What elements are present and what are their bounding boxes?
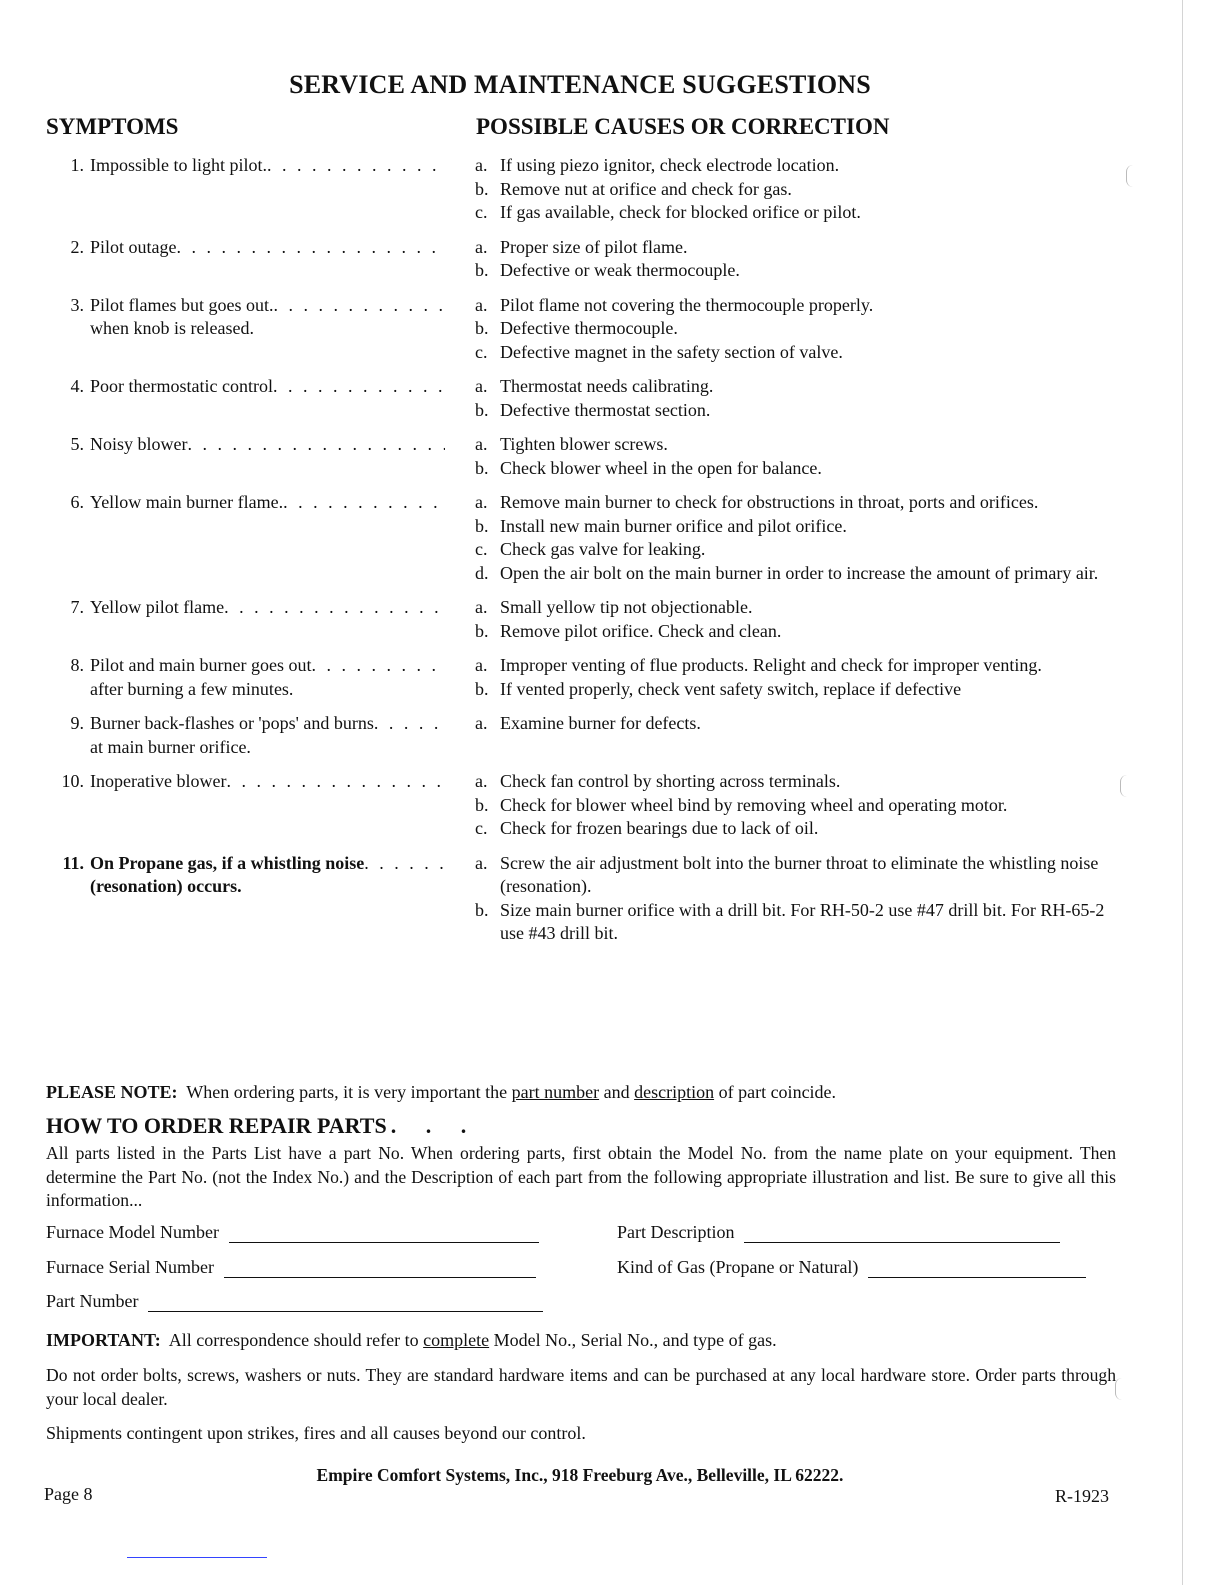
troubleshooting-row: [0, 154, 1160, 225]
cause-item: [475, 294, 1115, 318]
cause-text: Open the air bolt on the main burner in order to increase the amount of primary air.: [500, 562, 1099, 583]
symptom-text: Yellow main burner flame.: [90, 492, 284, 512]
cause-letter: b.: [475, 620, 489, 641]
causes-cell: [475, 712, 1115, 759]
part-number-label: Part Number: [46, 1291, 139, 1311]
important-label: IMPORTANT:: [46, 1330, 161, 1350]
symptom-text: Poor thermostatic control: [90, 376, 273, 396]
dot-leader: [188, 433, 446, 457]
cause-letter: a.: [475, 236, 488, 257]
row-gap: [0, 643, 1160, 654]
important-underline-complete: complete: [423, 1330, 490, 1350]
symptom-number: 8.: [70, 655, 84, 675]
cause-letter: a.: [475, 852, 488, 873]
symptom-cell: [0, 294, 475, 365]
cause-text: Improper venting of flue products. Relight and check for improper venting.: [500, 655, 1042, 675]
important-note: [46, 1329, 1116, 1353]
symptom-number: 3.: [70, 294, 84, 315]
cause-text: Proper size of pilot flame.: [500, 236, 688, 257]
symptom-cell: [0, 154, 475, 225]
cause-letter: b.: [475, 260, 489, 280]
cause-letter: a.: [475, 771, 488, 791]
cause-text: Check gas valve for leaking.: [500, 539, 706, 559]
causes-cell: [475, 491, 1115, 585]
cause-item: [475, 399, 1115, 423]
cause-letter: b.: [475, 899, 489, 920]
causes-cell: [475, 596, 1115, 643]
row-gap: [0, 841, 1160, 852]
troubleshooting-row: [0, 712, 1160, 759]
cause-text: Check for blower wheel bind by removing wheel and operating motor.: [500, 794, 1008, 815]
symptom-number: 1.: [70, 155, 84, 175]
cause-text: Remove pilot orifice. Check and clean.: [500, 620, 782, 641]
row-gap: [0, 225, 1160, 236]
page-number: Page 8: [44, 1484, 93, 1504]
symptom-cell: [0, 596, 475, 643]
cause-letter: a.: [475, 713, 488, 733]
troubleshooting-row: [0, 770, 1160, 841]
troubleshooting-row: [0, 654, 1160, 701]
cause-letter: a.: [475, 492, 488, 512]
cause-letter: a.: [475, 376, 488, 396]
symptom-number: 5.: [70, 434, 84, 454]
please-note-text: and: [603, 1082, 630, 1102]
dot-leader: [177, 236, 446, 260]
cause-text: Install new main burner orifice and pilot orifice.: [500, 515, 847, 536]
symptom-cell: [0, 491, 475, 585]
kind-of-gas-blank: [868, 1259, 1086, 1278]
dot-leader: [273, 375, 445, 399]
cause-text: Small yellow tip not objectionable.: [500, 597, 753, 617]
cause-letter: b.: [475, 399, 489, 420]
part-number-blank: [148, 1293, 543, 1312]
shipments-note: Shipments contingent upon strikes, fires and all causes beyond our control.: [46, 1423, 586, 1443]
troubleshooting-row: [0, 433, 1160, 480]
cause-item: [475, 712, 1115, 736]
furnace-serial-field: [46, 1257, 536, 1278]
cause-item: [475, 899, 1115, 946]
symptoms-heading: SYMPTOMS: [46, 114, 179, 139]
part-number-field: [46, 1291, 543, 1312]
important-text: All correspondence should refer to: [168, 1330, 419, 1350]
cause-letter: d.: [475, 562, 489, 583]
causes-cell: [475, 770, 1115, 841]
please-note-underline-description: description: [634, 1082, 715, 1102]
how-to-order-title: HOW TO ORDER REPAIR PARTS: [46, 1113, 387, 1138]
cause-item: [475, 178, 1115, 202]
cause-item: [475, 538, 1115, 562]
symptom-text: Noisy blower: [90, 434, 188, 454]
troubleshooting-row: [0, 294, 1160, 365]
please-note-label: PLEASE NOTE:: [46, 1082, 178, 1102]
cause-item: [475, 596, 1115, 620]
cause-item: [475, 515, 1115, 539]
symptom-number: 9.: [70, 713, 84, 733]
cause-item: [475, 491, 1115, 515]
row-gap: [0, 759, 1160, 770]
cause-item: [475, 317, 1115, 341]
cause-item: [475, 770, 1115, 794]
cause-text: If vented properly, check vent safety switch, replace if defective: [500, 678, 962, 699]
cause-letter: b.: [475, 178, 489, 199]
cause-text: Defective or weak thermocouple.: [500, 260, 740, 280]
dot-leader: [267, 154, 445, 178]
cause-text: Thermostat needs calibrating.: [500, 376, 714, 396]
cause-text: Tighten blower screws.: [500, 434, 668, 454]
cause-letter: c.: [475, 539, 488, 559]
symptom-number: 10.: [61, 771, 84, 791]
part-description-field: [617, 1222, 1060, 1243]
symptom-number: 6.: [70, 492, 84, 512]
cause-text: Defective thermocouple.: [500, 318, 678, 338]
symptom-text: Pilot flames but goes out.: [90, 294, 274, 315]
causes-cell: [475, 375, 1115, 422]
cause-text: If gas available, check for blocked orifice or pilot.: [500, 202, 861, 222]
hardware-note: Do not order bolts, screws, washers or nuts. They are standard hardware items and can be purchased at any local hardware store. Order parts through your local dealer.: [46, 1365, 1116, 1409]
symptom-text: when knob is released.: [90, 318, 254, 338]
cause-item: [475, 457, 1115, 481]
causes-cell: [475, 236, 1115, 283]
furnace-model-blank: [229, 1224, 539, 1243]
cause-text: Remove nut at orifice and check for gas.: [500, 178, 792, 199]
cause-letter: a.: [475, 155, 488, 175]
cause-letter: b.: [475, 318, 489, 338]
causes-heading: POSSIBLE CAUSES OR CORRECTION: [476, 114, 890, 139]
page-title: SERVICE AND MAINTENANCE SUGGESTIONS: [289, 70, 871, 99]
cause-item: [475, 236, 1115, 260]
troubleshooting-row: [0, 236, 1160, 283]
how-to-order-paragraph: All parts listed in the Parts List have a part No. When ordering parts, first obtain the Model No. from the name plate on your equipment. Then determine the Part No. (not the Index No.) and the Description of each part from the following appropriate illustration and list. Be sure to give all this information...: [46, 1143, 1116, 1210]
row-gap: [0, 480, 1160, 491]
cause-text: Check for frozen bearings due to lack of oil.: [500, 818, 819, 838]
symptom-text: Pilot and main burner goes out: [90, 655, 312, 675]
revision-code: R-1923: [1055, 1486, 1109, 1506]
troubleshooting-table: [0, 154, 1160, 946]
cause-text: Screw the air adjustment bolt into the burner throat to eliminate the whistling noise (resonation).: [500, 852, 1099, 896]
symptom-text: Inoperative blower: [90, 771, 227, 791]
cause-text: Pilot flame not covering the thermocouple properly.: [500, 294, 874, 315]
kind-of-gas-label: Kind of Gas (Propane or Natural): [617, 1257, 859, 1277]
cause-item: [475, 433, 1115, 457]
cause-item: [475, 678, 1115, 702]
troubleshooting-row: [0, 852, 1160, 946]
please-note-underline-part-number: part number: [511, 1082, 600, 1102]
cause-text: Remove main burner to check for obstructions in throat, ports and orifices.: [500, 492, 1039, 512]
cause-letter: b.: [475, 457, 489, 478]
cause-item: [475, 201, 1115, 225]
cause-item: [475, 259, 1115, 283]
cause-text: Size main burner orifice with a drill bit. For RH-50-2 use #47 drill bit. For RH-65-2 use #43 drill bit.: [500, 899, 1105, 943]
cause-text: Examine burner for defects.: [500, 713, 701, 733]
symptom-number: 2.: [70, 236, 84, 257]
symptom-cell: [0, 375, 475, 422]
row-gap: [0, 585, 1160, 596]
dot-leader: [374, 712, 445, 736]
please-note: [46, 1082, 836, 1103]
how-to-order-dots: . . .: [390, 1113, 479, 1138]
part-description-blank: [744, 1224, 1060, 1243]
cause-letter: b.: [475, 678, 489, 699]
dot-leader: [364, 852, 445, 876]
row-gap: [0, 364, 1160, 375]
troubleshooting-row: [0, 491, 1160, 585]
symptom-text: Yellow pilot flame: [90, 597, 225, 617]
cause-item: [475, 852, 1115, 899]
symptom-text: Pilot outage: [90, 236, 177, 257]
cause-letter: a.: [475, 597, 488, 617]
furnace-model-field: [46, 1222, 539, 1243]
row-gap: [0, 422, 1160, 433]
footnote-rule: [127, 1557, 267, 1558]
symptom-cell: [0, 770, 475, 841]
symptom-text: Burner back-flashes or 'pops' and burns: [90, 713, 374, 733]
cause-item: [475, 620, 1115, 644]
part-description-label: Part Description: [617, 1222, 735, 1242]
dot-leader: [224, 596, 445, 620]
cause-item: [475, 817, 1115, 841]
cause-item: [475, 654, 1115, 678]
troubleshooting-row: [0, 596, 1160, 643]
company-address: Empire Comfort Systems, Inc., 918 Freeburg Ave., Belleville, IL 62222.: [316, 1465, 844, 1485]
symptom-number: 11.: [62, 852, 84, 873]
page-edge-line: [1182, 0, 1183, 1585]
troubleshooting-row: [0, 375, 1160, 422]
cause-text: Check blower wheel in the open for balance.: [500, 457, 822, 478]
symptom-cell: [0, 852, 475, 946]
row-gap: [0, 283, 1160, 294]
cause-item: [475, 794, 1115, 818]
symptom-cell: [0, 712, 475, 759]
symptom-number: 7.: [70, 597, 84, 617]
cause-letter: a.: [475, 434, 488, 454]
causes-cell: [475, 852, 1115, 946]
cause-letter: a.: [475, 294, 488, 315]
causes-cell: [475, 654, 1115, 701]
dot-leader: [274, 294, 446, 318]
symptom-number: 4.: [70, 376, 84, 396]
cause-text: Defective thermostat section.: [500, 399, 711, 420]
symptom-cell: [0, 433, 475, 480]
cause-text: If using piezo ignitor, check electrode location.: [500, 155, 840, 175]
please-note-text: of part coincide.: [718, 1082, 837, 1102]
dot-leader: [283, 491, 445, 515]
causes-cell: [475, 154, 1115, 225]
symptom-text: On Propane gas, if a whistling noise: [90, 852, 365, 873]
causes-cell: [475, 294, 1115, 365]
how-to-order-heading: [46, 1113, 478, 1139]
symptom-text: Impossible to light pilot.: [90, 155, 268, 175]
furnace-model-label: Furnace Model Number: [46, 1222, 219, 1242]
cause-letter: c.: [475, 818, 488, 838]
row-gap: [0, 701, 1160, 712]
please-note-text: When ordering parts, it is very important the: [186, 1082, 508, 1102]
symptom-text: (resonation) occurs.: [90, 876, 242, 896]
cause-item: [475, 375, 1115, 399]
cause-item: [475, 154, 1115, 178]
furnace-serial-blank: [224, 1259, 536, 1278]
dot-leader: [226, 770, 445, 794]
important-text: Model No., Serial No., and type of gas.: [493, 1330, 777, 1350]
kind-of-gas-field: [617, 1257, 1086, 1278]
margin-scan-mark: [1115, 1378, 1122, 1400]
cause-item: [475, 341, 1115, 365]
symptom-cell: [0, 654, 475, 701]
cause-letter: b.: [475, 794, 489, 815]
symptom-text: after burning a few minutes.: [90, 678, 294, 699]
dot-leader: [311, 654, 445, 678]
cause-letter: c.: [475, 341, 488, 362]
symptom-text: at main burner orifice.: [90, 736, 251, 757]
causes-cell: [475, 433, 1115, 480]
cause-item: [475, 562, 1115, 586]
cause-text: Check fan control by shorting across terminals.: [500, 771, 841, 791]
cause-letter: b.: [475, 515, 489, 536]
cause-text: Defective magnet in the safety section of valve.: [500, 341, 843, 362]
cause-letter: a.: [475, 655, 488, 675]
symptom-cell: [0, 236, 475, 283]
cause-letter: c.: [475, 202, 488, 222]
furnace-serial-label: Furnace Serial Number: [46, 1257, 214, 1277]
